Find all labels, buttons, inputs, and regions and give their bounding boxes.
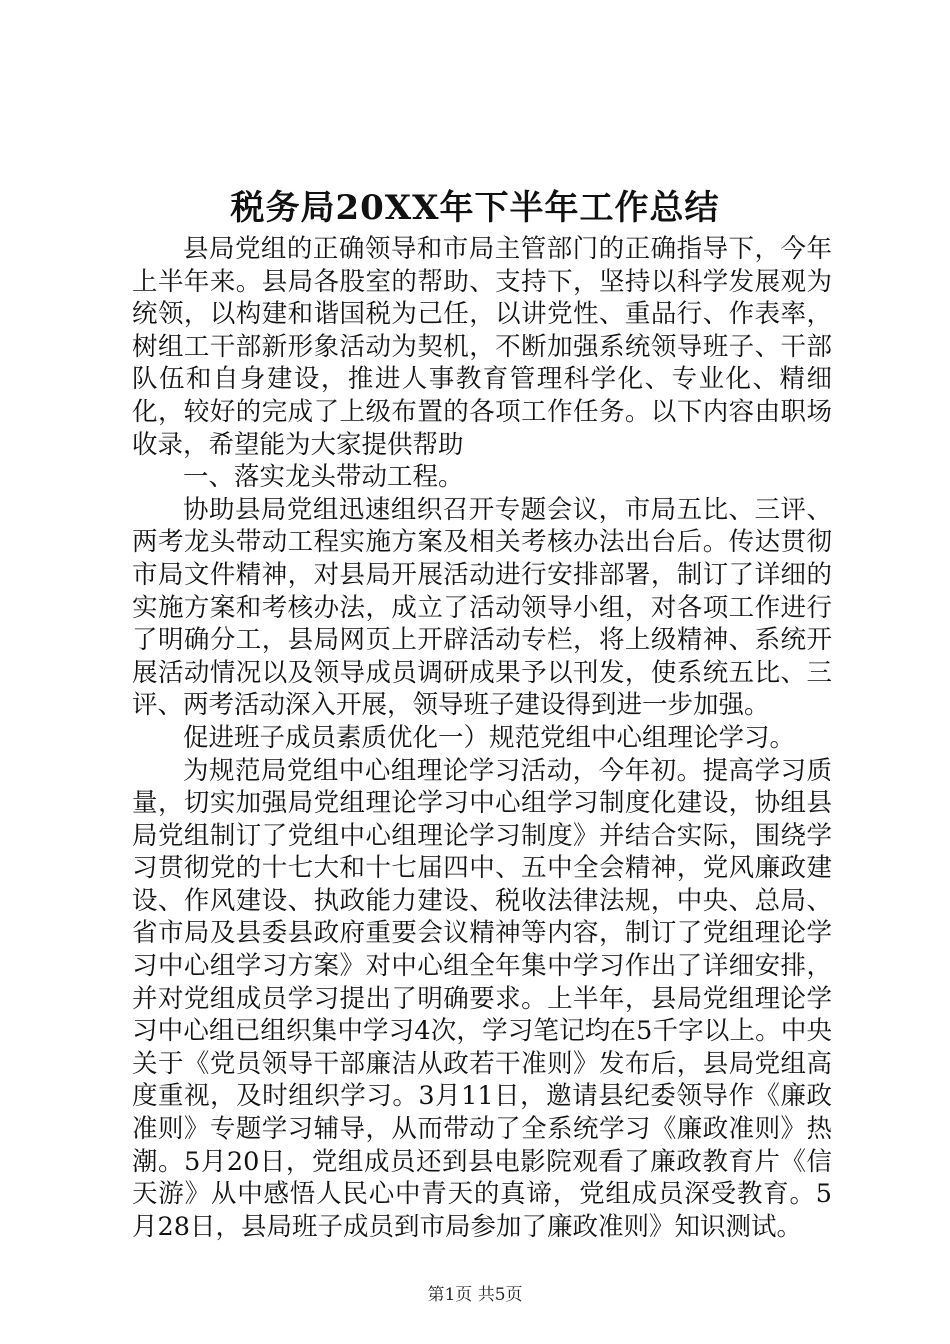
document-body bbox=[132, 233, 832, 1243]
paragraph-section-1: 协助县局党组迅速组织召开专题会议，市局五比、三评、两考龙头带动工程实施方案及相关考核办法出台后。传达贯彻市局文件精神，对县局开展活动进行安排部署，制订了详细的实施方案和考核办法，成立了活动领导小组，对各项工作进行了明确分工，县局网页上开辟活动专栏，将上级精神、系统开展活动情况以及领导成员调研成果予以刊发，使系统五比、三评、两考活动深入开展，领导班子建设得到进一步加强。 bbox=[132, 494, 832, 721]
section-heading-1: 一、落实龙头带动工程。 bbox=[183, 462, 464, 493]
page-number-footer: 第1页 共5页 bbox=[427, 1285, 523, 1305]
section-heading-2: 促进班子成员素质优化一）规范党组中心组理论学习。 bbox=[183, 722, 796, 753]
paragraph-section-2: 为规范局党组中心组理论学习活动，今年初。提高学习质量，切实加强局党组理论学习中心组学习制度化建设，协组县局党组制订了党组中心组理论学习制度》并结合实际，围绕学习贯彻党的十七大和十七届四中、五中全会精神，党风廉政建设、作风建设、执政能力建设、税收法律法规，中央、总局、省市局及县委县政府重要会议精神等内容，制订了党组理论学习中心组学习方案》对中心组全年集中学习作出了详细安排，并对党组成员学习提出了明确要求。上半年，县局党组理论学习中心组已组织集中学习4次，学习笔记均在5千字以上。中央关于《党员领导干部廉洁从政若干准则》发布后，县局党组高度重视，及时组织学习。3月11日，邀请县纪委领导作《廉政准则》专题学习辅导，从而带动了全系统学习《廉政准则》热潮。5月20日，党组成员还到县电影院观看了廉政教育片《信天游》从中感悟人民心中青天的真谛，党组成员深受教育。5月28日，县局班子成员到市局参加了廉政准则》知识测试。 bbox=[132, 755, 832, 1242]
paragraph-intro: 县局党组的正确领导和市局主管部门的正确指导下，今年上半年来。县局各股室的帮助、支持下，坚持以科学发展观为统领，以构建和谐国税为己任，以讲党性、重品行、作表率，树组工干部新形象活动为契机，不断加强系统领导班子、干部队伍和自身建设，推进人事教育管理科学化、专业化、精细化，较好的完成了上级布置的各项工作任务。以下内容由职场收录，希望能为大家提供帮助 bbox=[132, 234, 832, 460]
document-title: 税务局20XX年下半年工作总结 bbox=[230, 188, 720, 228]
